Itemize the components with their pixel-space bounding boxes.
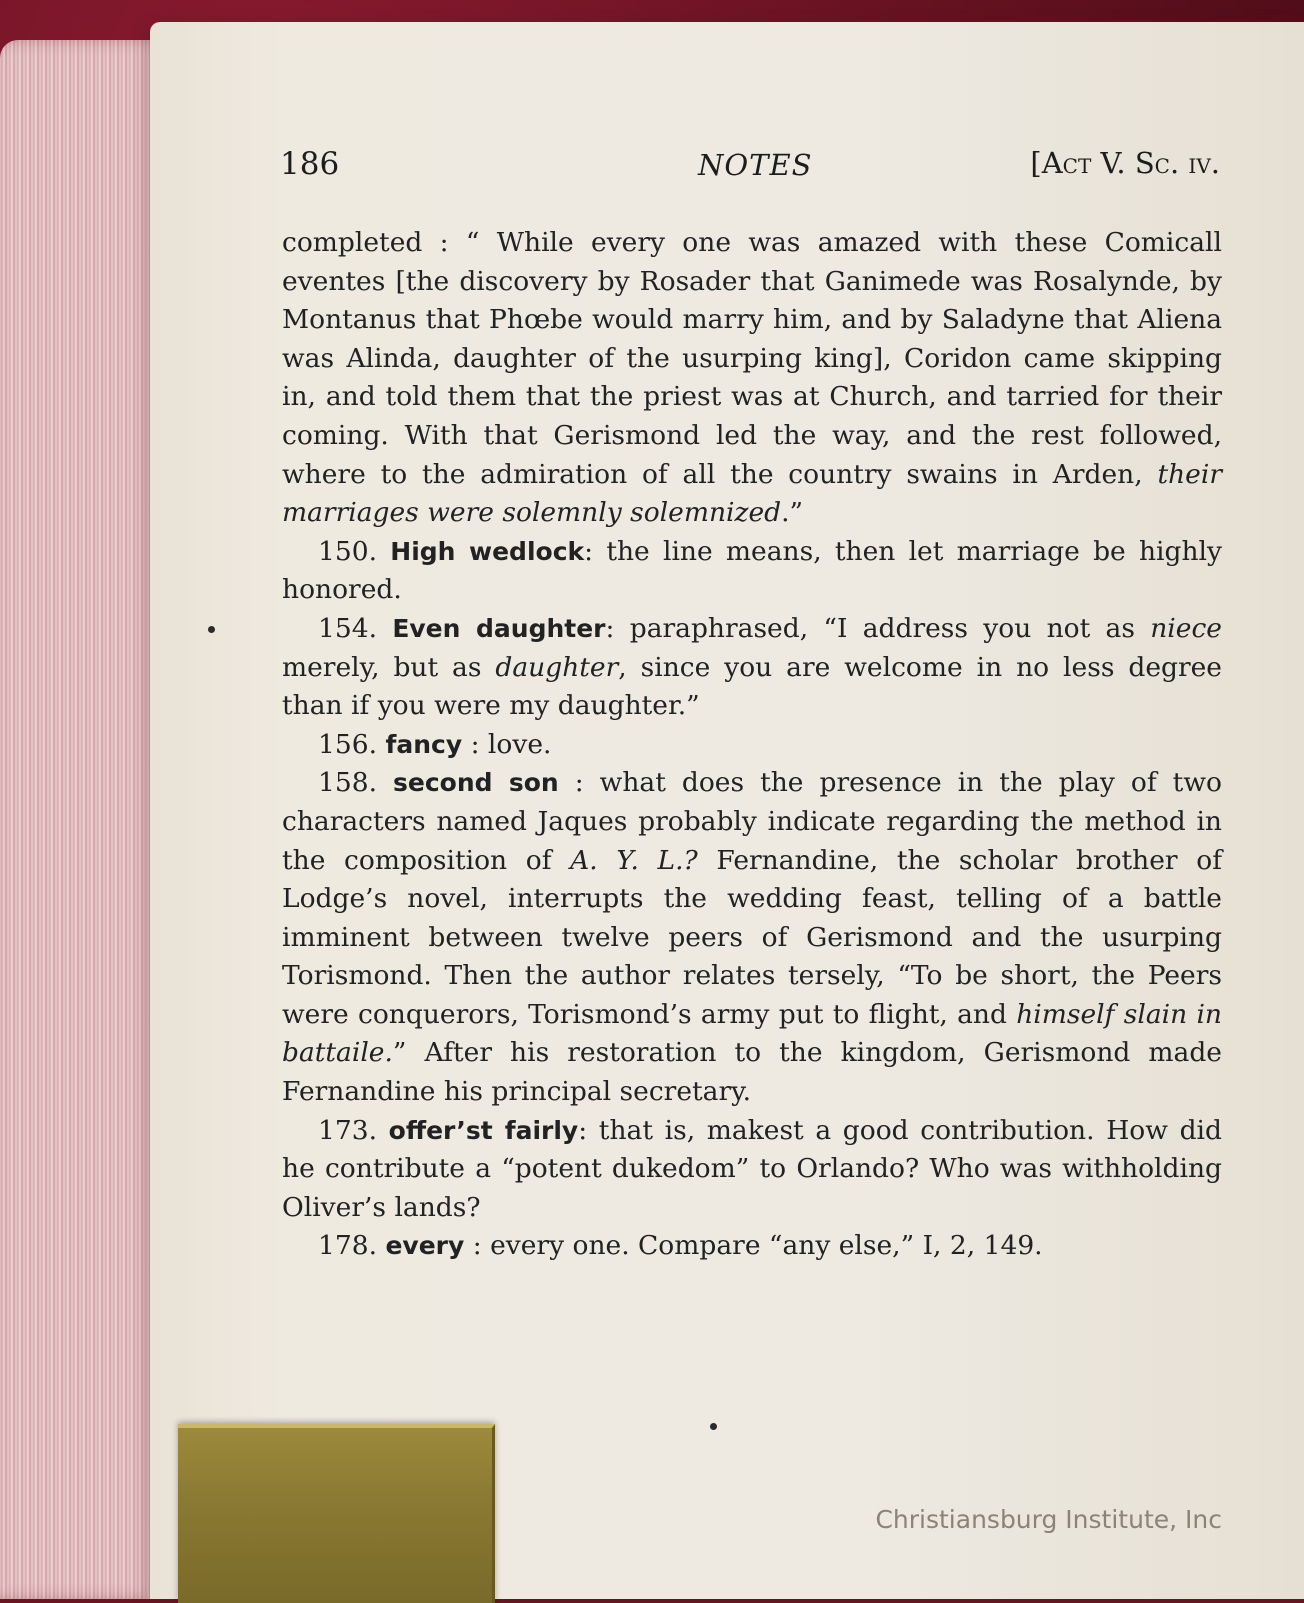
note-178 — [282, 1227, 1222, 1266]
note-text: : the line means, then let marriage be highly honored. — [282, 535, 1222, 606]
note-text: : paraphrased, “I address you not as — [605, 612, 1151, 644]
note-headword: fancy — [385, 729, 463, 759]
text-run: completed : “ While every one was amazed with these Comicall eventes [the discovery by Rosader that Ganimede was Rosalynde, by Montanus that Phœbe would marry him, and by Saladyne that Aliena was Alinda, daughter of the usurping king], Coridon came skipping in, and told them that the priest was at Church, and tarried for their coming. With that Gerismond led the way, and the rest followed, where to the admiration of all the country swains in Arden, — [282, 227, 1222, 490]
note-173 — [282, 1112, 1222, 1228]
note-text: , since you are welcome in no less degree than if you were my daughter.” — [282, 651, 1222, 722]
paper-speck — [208, 626, 215, 633]
italic-quote: himself slain in battaile. — [282, 998, 1222, 1069]
note-headword: Even daughter — [392, 613, 606, 643]
note-158 — [282, 764, 1222, 1111]
running-title: NOTES — [698, 148, 813, 182]
note-150 — [282, 533, 1222, 610]
page-number: 186 — [280, 146, 340, 182]
note-number: 173. — [318, 1114, 378, 1146]
note-number: 178. — [318, 1230, 378, 1262]
note-number: 154. — [318, 612, 378, 644]
note-headword: every — [385, 1231, 465, 1261]
italic-quote: their marriages were solemnly solemnized — [282, 458, 1222, 529]
italic-title: A. Y. L.? — [570, 844, 698, 876]
note-text: : that is, makest a good contribution. How did he contribute a “potent dukedom” to Orlando? Who was withholding Oliver’s lands? — [282, 1114, 1222, 1223]
note-number: 158. — [318, 767, 378, 799]
bookmark-tab — [178, 1424, 495, 1603]
note-headword: High wedlock — [390, 536, 585, 566]
note-text: merely, but as — [282, 651, 496, 683]
note-headword: offer’st fairly — [388, 1115, 579, 1145]
italic-word: daughter — [495, 651, 619, 683]
continued-paragraph — [282, 224, 1222, 533]
page-edges — [0, 40, 175, 1599]
note-number: 156. — [318, 728, 378, 760]
note-text: ” After his restoration to the kingdom, Gerismond made Fernandine his principal secretary. — [282, 1037, 1222, 1108]
note-headword: second son — [393, 768, 559, 798]
italic-word: niece — [1150, 612, 1222, 644]
running-header — [280, 146, 1220, 186]
note-text: : every one. Compare “any else,” I, 2, 149. — [472, 1230, 1043, 1262]
notes-text — [282, 224, 1222, 1266]
note-text: Fernandine, the scholar brother of Lodge’s novel, interrupts the wedding feast, telling of a battle imminent between twelve peers of Gerismond and the usurping Torismond. Then the author relates tersely, “To be short, the Peers were conquerors, Torismond’s army put to flight, and — [282, 844, 1222, 1030]
note-number: 150. — [318, 535, 378, 567]
text-run: .” — [781, 497, 804, 529]
note-text: : what does the presence in the play of two characters named Jaques probably indicate regarding the method in the composition of — [282, 767, 1222, 876]
note-156 — [282, 726, 1222, 765]
watermark-text: Christiansburg Institute, Inc — [875, 1505, 1222, 1534]
section-reference: [Act V. Sc. iv. — [1030, 146, 1220, 180]
note-text: : love. — [470, 728, 552, 760]
note-154 — [282, 610, 1222, 726]
paper-speck — [710, 1423, 717, 1430]
